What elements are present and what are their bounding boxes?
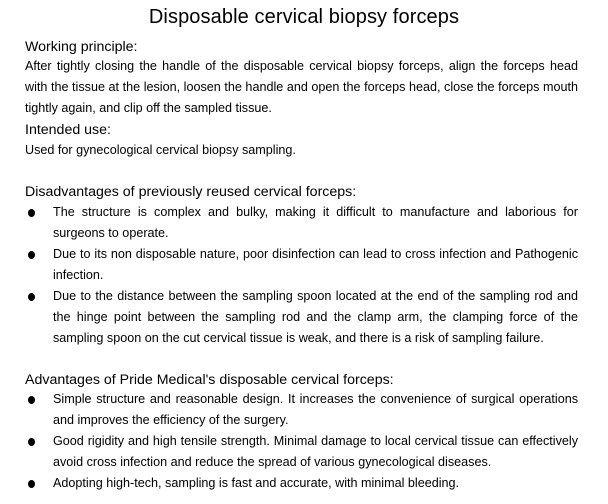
list-item [25, 431, 578, 473]
disadvantages-heading: Disadvantages of previously reused cervical forceps: [25, 184, 357, 200]
page-title: Disposable cervical biopsy forceps [148, 6, 460, 28]
bullet-icon [28, 480, 35, 488]
bullet-icon [28, 251, 35, 259]
list-item [25, 244, 578, 286]
list-item [25, 389, 578, 431]
intended-use-text: Used for gynecological cervical biopsy sampling. [25, 143, 296, 157]
working-principle-text: After tightly closing the handle of the disposable cervical biopsy forceps, align the forceps head with the tissue at the lesion, loosen the handle and open the forceps head, close the forceps mouth tightly again, and clip off the sampled tissue. [25, 59, 578, 115]
list-item [25, 202, 578, 244]
bullet-icon [28, 438, 35, 446]
list-item-text: Due to the distance between the sampling spoon located at the end of the sampling rod and the hinge point between the sampling rod and the clamp arm, the clamping force of the sampling spoon on the cut cervical tissue is weak, and there is a risk of sampling failure. [53, 289, 578, 345]
bullet-icon [28, 209, 35, 217]
advantages-heading: Advantages of Pride Medical's disposable cervical forceps: [25, 372, 394, 388]
advantages-list [25, 389, 578, 494]
list-item-text: The structure is complex and bulky, making it difficult to manufacture and laborious for surgeons to operate. [53, 205, 578, 240]
intended-use-heading: Intended use: [25, 122, 111, 138]
list-item [25, 286, 578, 349]
disadvantages-list [25, 202, 578, 349]
list-item-text: Adopting high-tech, sampling is fast and accurate, with minimal bleeding. [53, 476, 460, 490]
list-item [25, 473, 578, 494]
working-principle-heading: Working principle: [25, 39, 138, 55]
bullet-icon [28, 293, 35, 301]
list-item-text: Simple structure and reasonable design. It increases the convenience of surgical operations and improves the efficiency of the surgery. [53, 392, 578, 427]
list-item-text: Good rigidity and high tensile strength. Minimal damage to local cervical tissue can effectively avoid cross infection and reduce the spread of various gynecological diseases. [53, 434, 578, 469]
bullet-icon [28, 396, 35, 404]
list-item-text: Due to its non disposable nature, poor disinfection can lead to cross infection and Pathogenic infection. [53, 247, 578, 282]
